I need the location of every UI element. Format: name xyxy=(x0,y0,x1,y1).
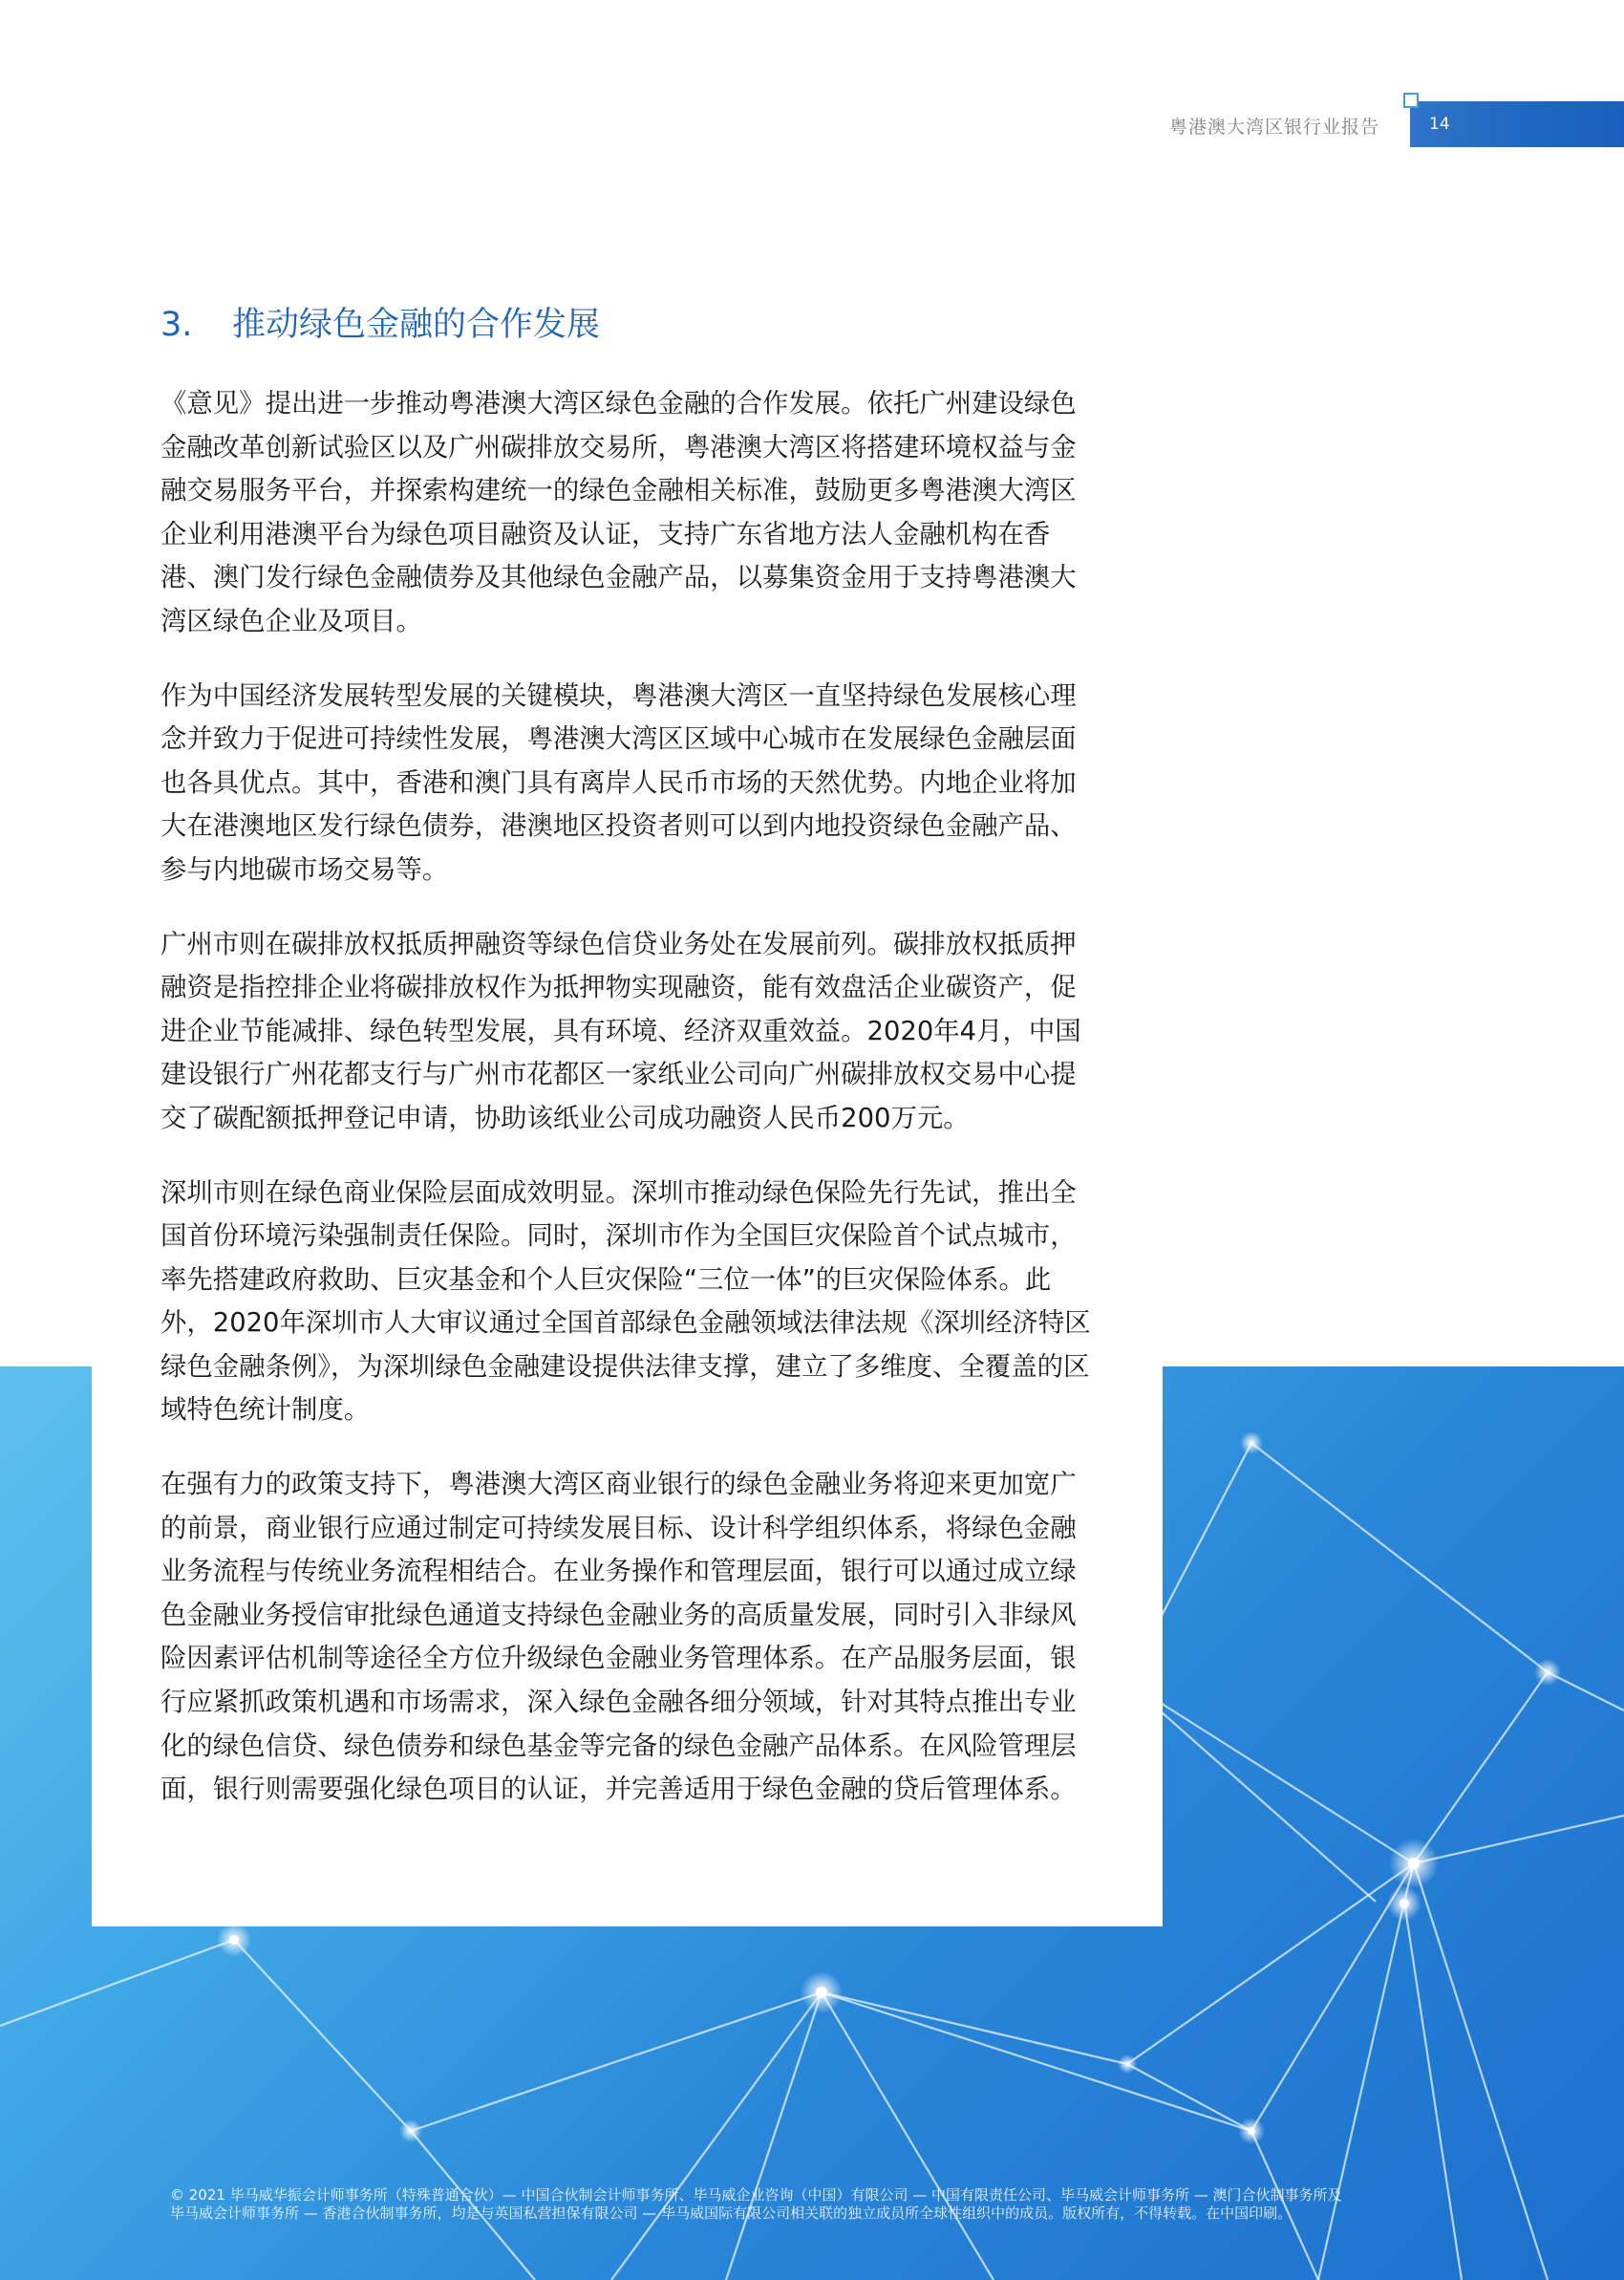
body-text xyxy=(160,382,1101,1842)
page-number-tab xyxy=(1410,101,1624,147)
paragraph-3: 广州市则在碳排放权抵质押融资等绿色信贷业务处在发展前列。碳排放权抵质押融资是指控排企业将碳排放权作为抵押物实现融资，能有效盘活企业碳资产，促进企业节能减排、绿色转型发展，具有环境、经济双重效益。2020年4月，中国建设银行广州花都支行与广州市花都区一家纸业公司向广州碳排放权交易中心提交了碳配额抵押登记申请，协助该纸业公司成功融资人民币200万元。 xyxy=(160,929,1081,1133)
footer-line-2: 毕马威会计师事务所 — 香港合伙制事务所，均是与英国私营担保有限公司 — 毕马威国际有限公司相关联的独立成员所全球性组织中的成员。版权所有，不得转载。在中国印刷。 xyxy=(170,2205,1293,2222)
footer-line-1: © 2021 毕马威华振会计师事务所（特殊普通合伙）— 中国合伙制会计师事务所、毕马威企业咨询（中国）有限公司 — 中国有限责任公司、毕马威会计师事务所 — 澳门合伙制事务所及 xyxy=(170,2186,1342,2204)
section-number: 3. xyxy=(160,306,193,344)
paragraph-4: 深圳市则在绿色商业保险层面成效明显。深圳市推动绿色保险先行先试，推出全国首份环境污染强制责任保险。同时，深圳市作为全国巨灾保险首个试点城市，率先搭建政府救助、巨灾基金和个人巨灾保险“三位一体”的巨灾保险体系。此外，2020年深圳市人大审议通过全国首部绿色金融领域法律法规《深圳经济特区绿色金融条例》，为深圳绿色金融建设提供法律支撑，建立了多维度、全覆盖的区域特色统计制度。 xyxy=(160,1177,1091,1426)
paragraph-5: 在强有力的政策支持下，粤港澳大湾区商业银行的绿色金融业务将迎来更加宽广的前景，商业银行应通过制定可持续发展目标、设计科学组织体系，将绿色金融业务流程与传统业务流程相结合。在业务操作和管理层面，银行可以通过成立绿色金融业务授信审批绿色通道支持绿色金融业务的高质量发展，同时引入非绿风险因素评估机制等途径全方位升级绿色金融业务管理体系。在产品服务层面，银行应紧抓政策机遇和市场需求，深入绿色金融各细分领域，针对其特点推出专业化的绿色信贷、绿色债券和绿色基金等完备的绿色金融产品体系。在风险管理层面，银行则需要强化绿色项目的认证，并完善适用于绿色金融的贷后管理体系。 xyxy=(160,1470,1077,1805)
section-heading xyxy=(160,298,600,346)
copyright-footer xyxy=(170,2186,1507,2223)
section-title: 推动绿色金融的合作发展 xyxy=(232,306,601,344)
page-number: 14 xyxy=(1429,115,1450,134)
paragraph-2: 作为中国经济发展转型发展的关键模块，粤港澳大湾区一直坚持绿色发展核心理念并致力于促进可持续性发展，粤港澳大湾区区域中心城市在发展绿色金融层面也各具优点。其中，香港和澳门具有离岸人民币市场的天然优势。内地企业将加大在港澳地区发行绿色债券，港澳地区投资者则可以到内地投资绿色金融产品、参与内地碳市场交易等。 xyxy=(160,680,1077,885)
paragraph-1: 《意见》提出进一步推动粤港澳大湾区绿色金融的合作发展。依托广州建设绿色金融改革创新试验区以及广州碳排放交易所，粤港澳大湾区将搭建环境权益与金融交易服务平台，并探索构建统一的绿色金融相关标准，鼓励更多粤港澳大湾区企业利用港澳平台为绿色项目融资及认证，支持广东省地方法人金融机构在香港、澳门发行绿色金融债券及其他绿色金融产品，以募集资金用于支持粤港澳大湾区绿色企业及项目。 xyxy=(160,389,1077,636)
running-title: 粤港澳大湾区银行业报告 xyxy=(1168,117,1379,138)
tab-corner-square xyxy=(1403,93,1419,108)
